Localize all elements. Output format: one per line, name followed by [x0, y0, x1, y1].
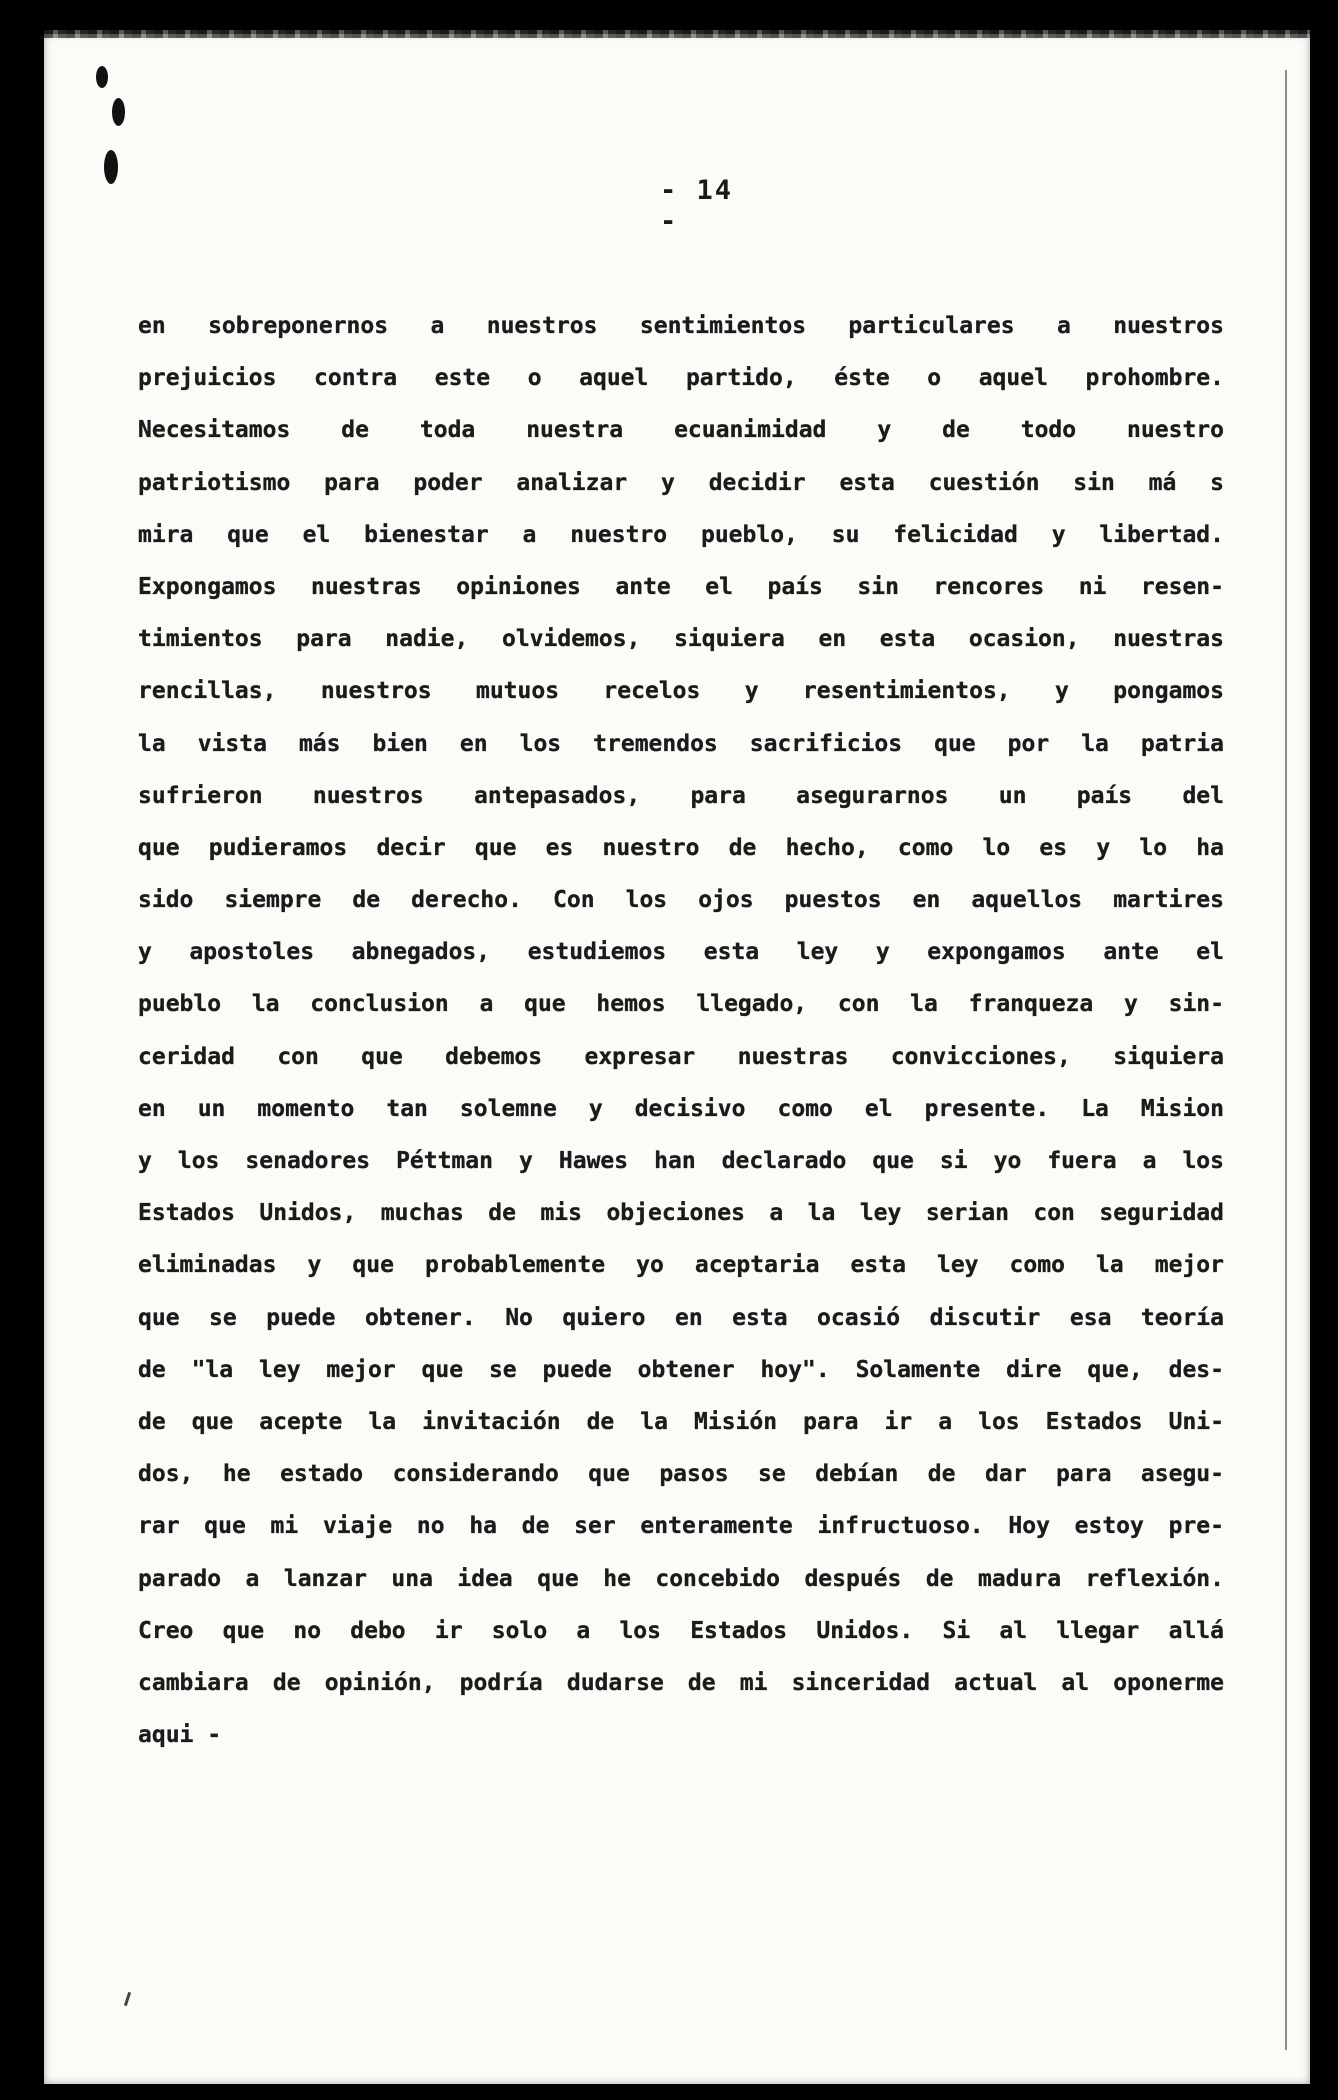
text-line: sido siempre de derecho. Con los ojos puestos en aquellos martires — [138, 887, 1224, 914]
text-line: rar que mi viaje no ha de ser enteramente infructuoso. Hoy estoy pre- — [138, 1513, 1224, 1540]
text-line: que pudieramos decir que es nuestro de hecho, como lo es y lo ha — [138, 834, 1224, 861]
text-line: eliminadas y que probablemente yo aceptaria esta ley como la mejor — [138, 1252, 1224, 1279]
text-line: rencillas, nuestros mutuos recelos y resentimientos, y pongamos — [138, 678, 1224, 705]
text-line: de que acepte la invitación de la Misión para ir a los Estados Uni- — [138, 1408, 1224, 1435]
text-line: Necesitamos de toda nuestra ecuanimidad y de todo nuestro — [138, 417, 1224, 444]
page-number: - 14 - — [660, 175, 734, 237]
right-margin-rule — [1285, 70, 1287, 2050]
text-line: timientos para nadie, olvidemos, siquiera en esta ocasion, nuestras — [138, 626, 1224, 653]
text-line: en un momento tan solemne y decisivo como el presente. La Mision — [138, 1095, 1224, 1122]
text-line: cambiara de opinión, podría dudarse de mi sinceridad actual al oponerme — [138, 1669, 1224, 1696]
binding-hole-top — [96, 66, 108, 88]
text-line: Expongamos nuestras opiniones ante el país sin rencores ni resen- — [138, 573, 1224, 600]
text-line: Estados Unidos, muchas de mis objeciones a la ley serian con seguridad — [138, 1200, 1224, 1227]
body-text — [138, 300, 1224, 1761]
text-line: Creo que no debo ir solo a los Estados Unidos. Si al llegar allá — [138, 1617, 1224, 1644]
text-line: en sobreponernos a nuestros sentimientos particulares a nuestros — [138, 313, 1224, 339]
text-line: y los senadores Péttman y Hawes han declarado que si yo fuera a los — [138, 1148, 1224, 1174]
text-line: prejuicios contra este o aquel partido, éste o aquel prohombre. — [138, 365, 1224, 392]
text-line: pueblo la conclusion a que hemos llegado, con la franqueza y sin- — [138, 991, 1224, 1018]
text-line: aqui - — [138, 1722, 222, 1749]
binding-hole-middle — [112, 98, 125, 126]
page-top-edge — [44, 30, 1310, 38]
text-line: sufrieron nuestros antepasados, para asegurarnos un país del — [138, 782, 1224, 809]
binding-hole-bottom — [104, 150, 118, 184]
text-line: dos, he estado considerando que pasos se debían de dar para asegu- — [138, 1461, 1224, 1488]
text-line: parado a lanzar una idea que he concebido después de madura reflexión. — [138, 1565, 1224, 1592]
text-line: que se puede obtener. No quiero en esta ocasió discutir esa teoría — [138, 1304, 1224, 1331]
text-line: de "la ley mejor que se puede obtener hoy". Solamente dire que, des- — [138, 1356, 1224, 1383]
text-line: y apostoles abnegados, estudiemos esta ley y expongamos ante el — [138, 939, 1224, 966]
text-line: mira que el bienestar a nuestro pueblo, su felicidad y libertad. — [138, 521, 1224, 548]
text-line: ceridad con que debemos expresar nuestras convicciones, siquiera — [138, 1043, 1224, 1070]
text-line: la vista más bien en los tremendos sacrificios que por la patria — [138, 730, 1224, 757]
text-line: patriotismo para poder analizar y decidir esta cuestión sin má s — [138, 469, 1224, 496]
